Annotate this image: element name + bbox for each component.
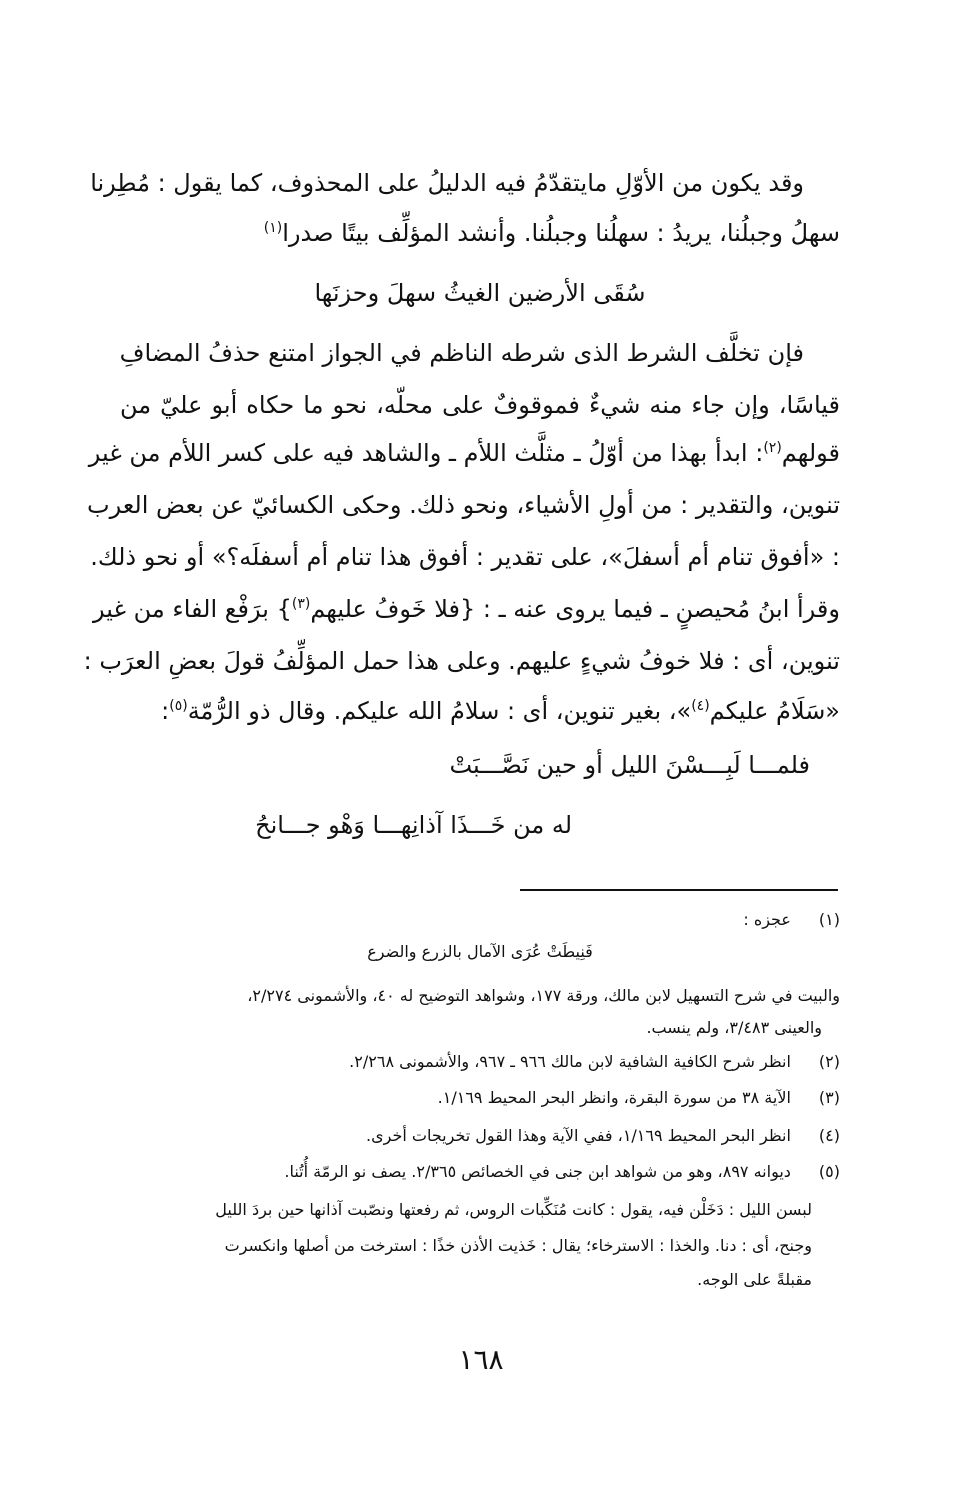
footnote-ref-2: (٢): [763, 440, 782, 456]
footnote-3: (٣) الآية ٣٨ من سورة البقرة، وانظر البحر المحيط ١/١٦٩.: [120, 1082, 840, 1114]
footnote-divider: [520, 889, 838, 891]
footnote-number-4: (٤): [818, 1126, 840, 1145]
body-line-4: فإن تخلَّف الشرط الذى شرطه الناظم في الجواز امتنع حذفُ المضافِ: [119, 339, 804, 367]
footnote-1: (١) عجزه :: [120, 904, 840, 936]
body-line-11: «سَلَامُ عليكم$^{(٤)}$»، بغير تنوين، أى : سلامُ الله عليكم. وقال ذو الرُّمّة$^{(٥)}$:: [161, 697, 840, 725]
body-line-1: وقد يكون من الأوّلِ مايتقدّمُ فيه الدليلُ على المحذوف، كما يقول : مُطِرنا: [90, 169, 804, 197]
verse-hemistich-2: له من خَـــذَا آذانِهـــا وَهْو جـــانحُ: [255, 811, 572, 839]
footnote-1-source-1: والبيت في شرح التسهيل لابن مالك، ورقة ١٧٧، وشواهد التوضيح له ٤٠، والأشمونى ٢/٢٧٤،: [247, 986, 840, 1005]
footnote-5-cont-3: مقبلةً على الوجه.: [697, 1270, 812, 1289]
footnote-5-cont-2: وجنح، أى : دنا. والخذا : الاسترخاء؛ يقال : خَذيت الأذن خذًا : استرخت من أصلها وانكسرت: [224, 1236, 812, 1255]
body-line-6: قولهم$^{(٢)}$: ابدأ بهذا من أوّلُ ـ مثلَّث اللأم ـ والشاهد فيه على كسر اللأم من غير: [88, 439, 840, 467]
footnote-5-cont-1: لبسن الليل : دَخَلْن فيه، يقول : كانت مُنَكِّبات الروس، ثم رفعتها ونصّبت آذانها حين بردَ الليل: [215, 1200, 812, 1219]
footnote-1-verse: فَنِيطَتْ عُرَى الآمال بالزرع والضرع: [367, 942, 593, 961]
footnote-2: (٢) انظر شرح الكافية الشافية لابن مالك ٩٦٦ ـ ٩٦٧، والأشمونى ٢/٢٦٨.: [120, 1046, 840, 1078]
footnote-ref-5: (٥): [169, 698, 188, 714]
body-line-7: تنوين، والتقدير : من أولِ الأشياء، ونحو ذلك. وحكى الكسائيّ عن بعض العرب: [87, 491, 840, 519]
body-line-8: : «أفوق تنام أم أسفلَ»، على تقدير : أفوق هذا تنام أم أسفلَه؟» أو نحو ذلك.: [90, 543, 840, 571]
body-line-5: قياسًا، وإن جاء منه شيءٌ فموقوفٌ على محلّه، نحو ما حكاه أبو عليّ من: [120, 391, 840, 419]
footnote-number-1: (١): [818, 910, 840, 929]
footnote-5: (٥) ديوانه ٨٩٧، وهو من شواهد ابن جنى في الخصائص ٢/٣٦٥. يصف نو الرمّة أُتُنا.: [120, 1156, 840, 1188]
footnote-ref-1: (١): [263, 220, 283, 236]
footnote-number-3: (٣): [818, 1088, 840, 1107]
footnote-number-2: (٢): [818, 1052, 840, 1071]
footnote-1-source-2: والعينى ٣/٤٨٣، ولم ينسب.: [646, 1018, 822, 1037]
footnote-ref-4: (٤): [691, 698, 710, 714]
body-line-10: تنوين، أى : فلا خوفُ شيءٍ عليهم. وعلى هذا حمل المؤلِّفُ قولَ بعضِ العرَب :: [83, 647, 840, 675]
footnote-ref-3: (٣): [291, 596, 311, 612]
body-line-9: وقرأ ابنُ مُحيصنٍ ـ فيما يروى عنه ـ : {فلا خَوفُ عليهم$^{(٣)}$} برَفْع الفاء من غير: [93, 595, 840, 623]
footnote-number-5: (٥): [818, 1162, 840, 1181]
quoted-verse-half: سُقَى الأرضين الغيثُ سهلَ وحزنَها: [314, 279, 646, 307]
verse-hemistich-1: فلمـــا لَبِـــسْنَ الليل أو حين نَصَّـــبَتْ: [449, 751, 810, 779]
body-line-2: سهلُ وجبلُنا، يريدُ : سهلُنا وجبلُنا. وأنشد المؤلِّف بيتًا صدرا$^{(١)}$: [263, 219, 840, 247]
page-number: ١٦٨: [458, 1343, 504, 1376]
footnote-4: (٤) انظر البحر المحيط ١/١٦٩، ففي الآية وهذا القول تخريجات أخرى.: [120, 1120, 840, 1152]
